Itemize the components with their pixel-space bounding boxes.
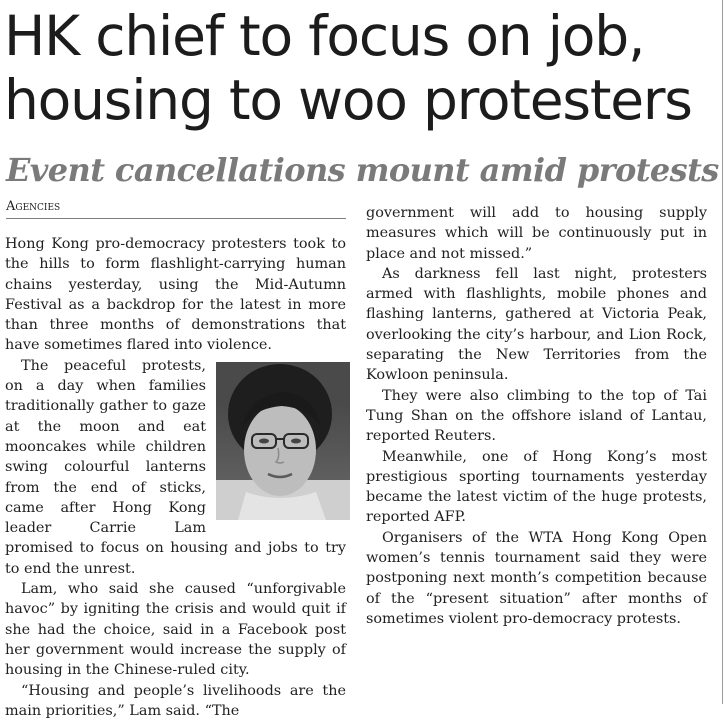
paragraph: The peaceful protests, on a day when families traditionally gather to gaze at the moon and eat mooncakes while children swing colourful lanterns from the end of sticks, came after Hong Kong leader Carrie Lam promised to focus on housing and jobs to try to end the unrest. xyxy=(5,357,346,577)
byline: Agencies xyxy=(6,198,346,219)
portrait-photo xyxy=(216,362,350,520)
paragraph: Lam, who said she caused “unforgivable havoc” by igniting the crisis and would quit if she had the choice, said in a Facebook post her government would increase the supply of housing in the Chinese-ruled city. xyxy=(5,581,346,679)
subheadline: Event cancellations mount amid protests xyxy=(6,151,719,189)
article-column-1 xyxy=(5,234,346,721)
portrait-image xyxy=(216,362,350,520)
headline-line-1: HK chief to focus on job, xyxy=(4,4,645,68)
paragraph: government will add to housing supply measures which will be continuously put in place and not missed.” xyxy=(366,205,707,262)
headline-line-2: housing to woo protesters xyxy=(4,68,692,132)
headline xyxy=(4,4,720,132)
paragraph: As darkness fell last night, protesters armed with flashlights, mobile phones and flashing lanterns, gathered at Victoria Peak, overlooking the city’s harbour, and Lion Rock, separating the New Territories from the Kowloon peninsula. xyxy=(366,265,707,384)
paragraph: Hong Kong pro-democracy protesters took to the hills to form flashlight-carrying human chains yesterday, using the Mid-Autumn Festival as a backdrop for the latest in more than three months of demonstrations that have sometimes flared into violence. xyxy=(5,236,346,354)
paragraph: Organisers of the WTA Hong Kong Open women’s tennis tournament said they were postponing next month’s competition because of the “present situation” after months of sometimes violent pro-democracy protests. xyxy=(366,529,707,627)
paragraph: “Housing and people’s livelihoods are the main priorities,” Lam said. “The xyxy=(5,682,346,719)
paragraph: They were also climbing to the top of Tai Tung Shan on the offshore island of Lantau, reported Reuters. xyxy=(366,387,707,445)
article-column-2 xyxy=(366,203,707,629)
paragraph: Meanwhile, one of Hong Kong’s most prestigious sporting tournaments yesterday became the latest victim of the huge protests, reported AFP. xyxy=(366,448,707,526)
page-edge-rule xyxy=(722,0,723,704)
